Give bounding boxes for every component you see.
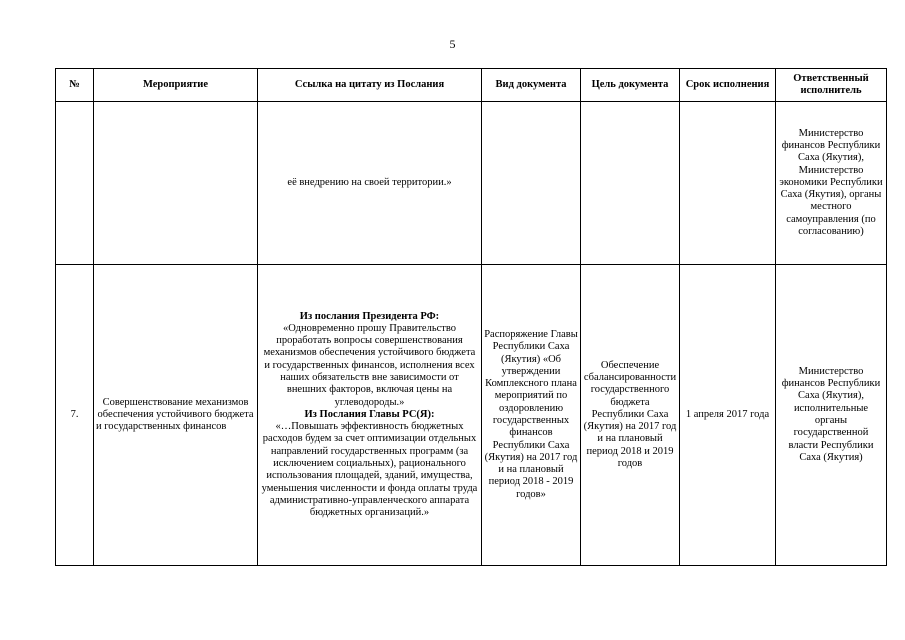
cell-event: Совершенствование механизмов обеспечения устойчивого бюджета и государственных финансов (94, 265, 258, 566)
table-header-row (56, 69, 887, 102)
cell-responsible: Министерство финансов Республики Саха (Якутия), исполнительные органы государственной власти Республики Саха (Якутия) (776, 265, 887, 566)
header-goal: Цель документа (581, 69, 680, 102)
cell-deadline (680, 102, 776, 265)
cell-responsible: Министерство финансов Республики Саха (Якутия), Министерство экономики Республики Саха (Якутия), органы местного самоуправления (по согласованию) (776, 102, 887, 265)
header-responsible: Ответственный исполнитель (776, 69, 887, 102)
cell-quote: её внедрению на своей территории.» (258, 102, 482, 265)
cell-quote (258, 265, 482, 566)
page-number: 5 (449, 37, 456, 51)
cell-goal (581, 102, 680, 265)
plan-table (55, 68, 887, 566)
quote-heading-president: Из послания Президента РФ: (299, 310, 440, 322)
header-num: № (56, 69, 94, 102)
header-doc-type: Вид документа (482, 69, 581, 102)
table-row (56, 265, 887, 566)
cell-deadline: 1 апреля 2017 года (680, 265, 776, 566)
cell-goal: Обеспечение сбалансированности государственного бюджета Республики Саха (Якутия) на 2017 год и на плановый период 2018 и 2019 годов (581, 265, 680, 566)
cell-num: 7. (56, 265, 94, 566)
cell-event (94, 102, 258, 265)
header-deadline: Срок исполнения (680, 69, 776, 102)
table-row (56, 102, 887, 265)
quote-heading-head: Из Послания Главы РС(Я): (304, 408, 435, 420)
cell-num (56, 102, 94, 265)
cell-doc-type: Распоряжение Главы Республики Саха (Якутия) «Об утверждении Комплексного плана мероприятий по оздоровлению государственных финансов Республики Саха (Якутия) на 2017 год и на плановый период 2018 - 2019 годов» (482, 265, 581, 566)
quote-text-head: «…Повышать эффективность бюджетных расходов будем за счет оптимизации отдельных направлений государственных программ (за исключением социальных), рационального использования площадей, зданий, имущества, уменьшения численности и фонда оплаты труда административно-управленческого аппарата бюджетных организаций.» (261, 421, 478, 519)
header-event: Мероприятие (94, 69, 258, 102)
header-quote: Ссылка на цитату из Послания (258, 69, 482, 102)
cell-doc-type (482, 102, 581, 265)
quote-text-president: «Одновременно прошу Правительство проработать вопросы совершенствования механизмов обеспечения устойчивого бюджета и государственных финансов, исполнения всех наших обязательств вне зависимости от внешних факторов, включая цены на углеводороды.» (263, 322, 476, 408)
